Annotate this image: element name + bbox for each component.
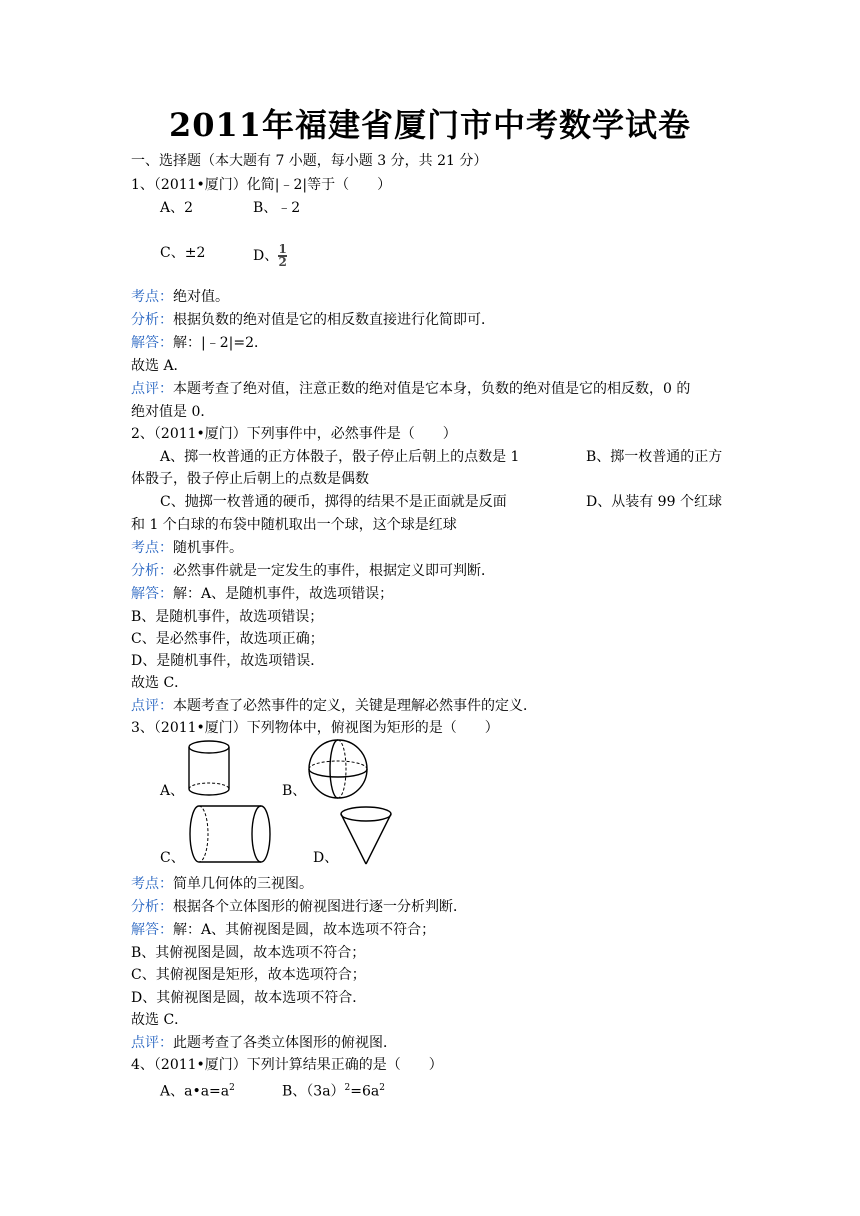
q1-jieda: 解答：解：|﹣2|=2． <box>131 335 268 351</box>
page-title: 2011年福建省厦门市中考数学试卷 <box>168 106 692 144</box>
q3-jieda: 解答：解：A、其俯视图是圆，故本选项不符合； <box>131 922 436 938</box>
q3-option-d: D、 <box>313 850 339 866</box>
q1-option-c: C、±2 <box>160 245 206 261</box>
q1-stem: 1、（2011•厦门）化简|﹣2|等于（ ） <box>131 177 392 193</box>
q2-stem: 2、（2011•厦门）下列事件中，必然事件是（ ） <box>131 426 457 442</box>
q1-dianping: 点评：本题考查了绝对值，注意正数的绝对值是它本身，负数的绝对值是它的相反数，0 的 <box>131 381 691 397</box>
q2-option-a: A、掷一枚普通的正方体骰子，骰子停止后朝上的点数是 1 <box>160 449 520 465</box>
q2-jieda-d: D、是随机事件，故选项错误． <box>131 653 325 669</box>
q2-jieda: 解答：解：A、是随机事件，故选项错误； <box>131 586 394 602</box>
q1-option-b: B、﹣2 <box>253 200 301 216</box>
q2-kaodian: 考点：随机事件。 <box>131 540 243 556</box>
q2-option-b: B、掷一枚普通的正方 <box>586 449 723 465</box>
q3-option-c: C、 <box>160 850 185 866</box>
q3-kaodian: 考点：简单几何体的三视图。 <box>131 876 313 892</box>
q3-jieda-c: C、其俯视图是矩形，故本选项符合； <box>131 967 366 983</box>
q1-kaodian: 考点：绝对值。 <box>131 289 229 305</box>
sphere-figure <box>307 738 369 800</box>
q2-option-d-cont: 和 1 个白球的布袋中随机取出一个球，这个球是红球 <box>131 517 457 533</box>
q2-option-d: D、从装有 99 个红球 <box>586 494 722 510</box>
q3-jieda-b: B、其俯视图是圆，故本选项不符合； <box>131 945 366 961</box>
q2-guxuan: 故选 C． <box>131 675 189 691</box>
q3-jieda-d: D、其俯视图是圆，故本选项不符合． <box>131 990 367 1006</box>
q2-option-b-cont: 体骰子，骰子停止后朝上的点数是偶数 <box>131 471 369 487</box>
q4-option-b: B、$(3a)^2=6a^2$ <box>282 1083 385 1100</box>
q1-guxuan: 故选 A． <box>131 358 188 374</box>
q2-jieda-b: B、是随机事件，故选项错误； <box>131 609 324 625</box>
q3-option-a: A、 <box>160 783 185 799</box>
section-heading: 一、选择题（本大题有 7 小题，每小题 3 分，共 21 分） <box>131 153 488 169</box>
q2-dianping: 点评：本题考查了必然事件的定义，关键是理解必然事件的定义． <box>131 698 537 714</box>
q1-option-d: D、 $\frac{1}{2}$ <box>253 242 287 269</box>
q2-jieda-c: C、是必然事件，故选项正确； <box>131 631 324 647</box>
q2-option-c: C、抛掷一枚普通的硬币，掷得的结果不是正面就是反面 <box>160 494 507 510</box>
q1-option-a: A、2 <box>160 200 194 216</box>
cylinder-lying-figure <box>186 803 274 865</box>
q2-fenxi: 分析：必然事件就是一定发生的事件，根据定义即可判断． <box>131 563 495 579</box>
q3-stem: 3、（2011•厦门）下列物体中，俯视图为矩形的是（ ） <box>131 720 499 736</box>
q4-option-a: A、$a•a=a^2$ <box>160 1083 235 1100</box>
q3-guxuan: 故选 C． <box>131 1012 189 1028</box>
q3-fenxi: 分析：根据各个立体图形的俯视图进行逐一分析判断． <box>131 899 467 915</box>
cone-figure <box>338 804 394 868</box>
q3-option-b: B、 <box>282 783 307 799</box>
q1-dianping-cont: 绝对值是 0． <box>131 404 215 420</box>
q1-fenxi: 分析：根据负数的绝对值是它的相反数直接进行化简即可． <box>131 312 495 328</box>
q1-fraction: $\frac{1}{2}$ <box>278 242 287 269</box>
q3-dianping: 点评：此题考查了各类立体图形的俯视图． <box>131 1035 397 1051</box>
cylinder-upright-figure <box>186 740 232 798</box>
q4-stem: 4、（2011•厦门）下列计算结果正确的是（ ） <box>131 1057 443 1073</box>
